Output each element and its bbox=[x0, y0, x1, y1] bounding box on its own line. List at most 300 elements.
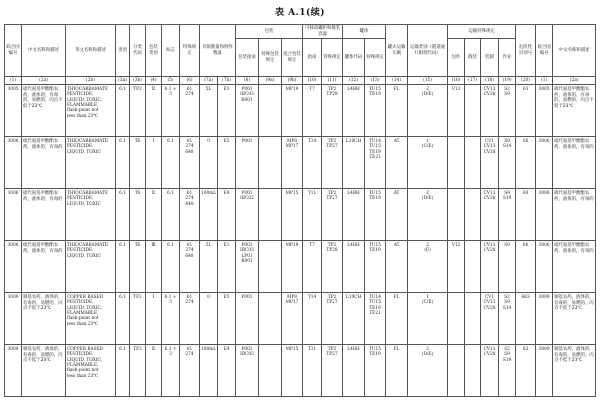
col-english-name: 英文名称和描述 bbox=[66, 25, 116, 77]
tank-special2-cell bbox=[365, 345, 386, 397]
special-provisions-cell-line: 61 bbox=[186, 347, 193, 352]
column-index-cell: (6) bbox=[180, 77, 200, 85]
limited-quantity-cell: 0 bbox=[200, 137, 218, 189]
un-number-cell: 3009 bbox=[5, 345, 22, 397]
chinese-name-cell: 硫代氨基甲酸酯农药，液体的，有毒的 bbox=[22, 189, 66, 241]
special-packing-cell bbox=[259, 189, 282, 241]
english-name-cell-line: COPPER BASED bbox=[67, 347, 104, 352]
special-provisions-cell-line: 274 bbox=[185, 352, 194, 358]
tank-special2-cell-line: TE19 bbox=[369, 92, 381, 98]
chinese-name-cell: 硫代氨基甲酸酯农药，液体的，有毒的 bbox=[22, 137, 66, 189]
transport-category-cell-line: (D/E) bbox=[421, 196, 434, 202]
english-name-cell-line: LIQUID, TOXIC, bbox=[67, 357, 102, 363]
english-name-cell bbox=[66, 293, 116, 345]
col-tank-vehicle: 罐式运输车辆 bbox=[386, 25, 408, 77]
english-name-cell-line: flash-point not bbox=[67, 108, 99, 114]
excepted-quantity-cell: E5 bbox=[218, 137, 236, 189]
special-provisions-cell-line: 61 bbox=[186, 191, 193, 196]
header-row-groups bbox=[5, 25, 596, 39]
transport-category-cell-line: 2 bbox=[426, 191, 429, 196]
operation-cell-line: S2 bbox=[504, 295, 510, 300]
page-title: 表 A.1(续) bbox=[274, 8, 326, 18]
tank-special2-cell-line: TE21 bbox=[369, 155, 381, 161]
packages-cell bbox=[448, 345, 465, 397]
special-provisions-cell-line: 61 bbox=[186, 139, 193, 144]
column-index-cell: (2a) bbox=[22, 77, 66, 85]
class-cell: 6.1 bbox=[116, 85, 130, 137]
transport-category-cell-line: (E) bbox=[424, 248, 431, 254]
chinese-name-right-cell: 铜基农药，液体的，有毒的，易燃的，闪点不低于23℃ bbox=[553, 293, 596, 345]
table-row bbox=[5, 345, 596, 397]
limited-quantity-cell: 5L bbox=[200, 241, 218, 293]
loading-cell bbox=[481, 189, 499, 241]
english-name-cell-line: THIOCARBAMATE bbox=[67, 87, 108, 92]
operation-cell-line: S9 bbox=[504, 191, 510, 196]
col-packing-group: 包装类别 bbox=[146, 25, 162, 77]
tank-special2-cell-line: TE19 bbox=[369, 196, 381, 202]
column-index-cell: (12) bbox=[343, 77, 365, 85]
english-name-cell-line: PESTICIDE, bbox=[67, 196, 94, 202]
tank-special2-cell-line: TE19 bbox=[369, 352, 381, 358]
tank-special-cell bbox=[322, 137, 343, 189]
col-classification-code: 分类代码 bbox=[130, 25, 146, 77]
tank-vehicle-cell: FL bbox=[386, 345, 408, 397]
classification-code-cell: T6 bbox=[130, 241, 146, 293]
tank-instructions-cell: T11 bbox=[303, 189, 322, 241]
un-number-cell: 3009 bbox=[5, 293, 22, 345]
tank-special2-cell-line: TU14 bbox=[369, 295, 382, 300]
tank-special2-cell-line: TU14 bbox=[369, 139, 382, 144]
transport-category-cell bbox=[408, 241, 448, 293]
packing-instructions-cell-line: P001 bbox=[241, 295, 253, 300]
classification-code-cell: T6 bbox=[130, 137, 146, 189]
hazard-id-cell: 63 bbox=[516, 85, 536, 137]
tank-code-cell: L4BH bbox=[343, 189, 365, 241]
special-provisions-cell-line: 61 bbox=[186, 243, 193, 248]
tank-instructions-cell: T11 bbox=[303, 345, 322, 397]
loading-cell bbox=[481, 85, 499, 137]
loading-cell-line: CV13 bbox=[483, 347, 496, 352]
tank-code-cell: L4BH bbox=[343, 345, 365, 397]
english-name-cell-line: flash-point not bbox=[67, 316, 99, 322]
special-provisions-cell-line: 648 bbox=[185, 149, 194, 155]
english-name-cell-line: PESTICIDE, bbox=[67, 92, 94, 98]
tank-special2-cell-line: TE19 bbox=[369, 149, 381, 155]
chinese-name-right-cell: 硫代氨基甲酸酯农药，液体的，有毒的 bbox=[553, 241, 596, 293]
tank-vehicle-cell: FL bbox=[386, 85, 408, 137]
english-name-cell-line: FLAMMABLE, bbox=[67, 311, 99, 317]
tank-vehicle-cell: AT bbox=[386, 189, 408, 241]
column-index-cell: (17) bbox=[465, 77, 481, 85]
packing-instructions-cell bbox=[236, 345, 259, 397]
transport-category-cell-line: (C/E) bbox=[421, 300, 434, 306]
group-tank: 罐体 bbox=[343, 25, 386, 39]
column-index-cell: (10) bbox=[303, 77, 322, 85]
un-number-right-cell: 3005 bbox=[536, 85, 553, 137]
col-class: 类别 bbox=[116, 25, 130, 77]
tank-special2-cell bbox=[365, 293, 386, 345]
packing-instructions-cell bbox=[236, 241, 259, 293]
un-number-cell: 3005 bbox=[5, 85, 22, 137]
tank-special2-cell-line: TU15 bbox=[369, 87, 382, 92]
packing-instructions-cell-line: P001 bbox=[241, 139, 253, 144]
tank-code-cell: L10CH bbox=[343, 293, 365, 345]
column-index-cell: (9a) bbox=[259, 77, 282, 85]
mixed-packing-cell: MP19 bbox=[282, 241, 303, 293]
packing-instructions-cell bbox=[236, 137, 259, 189]
column-index-cell: (13) bbox=[365, 77, 386, 85]
col-un-number: 联合国编号 bbox=[5, 25, 22, 77]
special-provisions-cell-line: 274 bbox=[185, 300, 194, 306]
operation-cell-line: S2 bbox=[504, 347, 510, 352]
english-name-cell-line: PESTICIDE, bbox=[67, 248, 94, 254]
english-name-cell-line: PESTICIDE, bbox=[67, 144, 94, 150]
chinese-name-cell: 铜基农药，液体的，有毒的，易燃的，闪点不低于23℃ bbox=[22, 345, 66, 397]
column-index-cell: (1) bbox=[5, 77, 22, 85]
table-row bbox=[5, 189, 596, 241]
label-cell-line: 6.1 + bbox=[164, 347, 177, 352]
excepted-quantity-cell: E5 bbox=[218, 293, 236, 345]
english-name-cell-line: FLAMMABLE, bbox=[67, 363, 99, 369]
un-number-right-cell: 3006 bbox=[536, 189, 553, 241]
tank-special2-cell bbox=[365, 85, 386, 137]
mixed-packing-cell: MP15 bbox=[282, 189, 303, 241]
col-bulk: 散装 bbox=[465, 39, 481, 77]
mixed-packing-cell: MP8 MP17 bbox=[282, 293, 303, 345]
group-transport-special: 运输特殊规定 bbox=[448, 25, 516, 39]
special-provisions-cell-line: 274 bbox=[185, 144, 194, 150]
special-provisions-cell bbox=[180, 345, 200, 397]
special-provisions-cell-line: 274 bbox=[185, 196, 194, 202]
label-cell bbox=[162, 241, 180, 293]
packing-instructions-cell-line: R001 bbox=[241, 97, 253, 103]
transport-category-cell-line: 1 bbox=[426, 295, 429, 300]
loading-cell-line: CV28 bbox=[483, 248, 496, 254]
hazard-id-cell: 63 bbox=[516, 345, 536, 397]
tank-special2-cell-line: TU15 bbox=[369, 347, 382, 352]
operation-cell bbox=[499, 293, 516, 345]
loading-cell-line: CV28 bbox=[483, 352, 496, 358]
tank-code-cell: L4BH bbox=[343, 85, 365, 137]
column-index-cell: (7a) bbox=[200, 77, 218, 85]
tank-special2-cell-line: TE19 bbox=[369, 305, 381, 311]
bulk-cell bbox=[465, 137, 481, 189]
loading-cell-line: CV28 bbox=[483, 92, 496, 98]
class-cell: 6.1 bbox=[116, 241, 130, 293]
tank-vehicle-cell: AT bbox=[386, 241, 408, 293]
tank-special2-cell bbox=[365, 137, 386, 189]
special-provisions-cell-line: 648 bbox=[185, 253, 194, 259]
tank-instructions-cell: T7 bbox=[303, 85, 322, 137]
column-index-cell: (15) bbox=[408, 77, 448, 85]
packing-group-cell: Ⅱ bbox=[146, 345, 162, 397]
limited-quantity-cell: 5L bbox=[200, 85, 218, 137]
col-chinese-name: 中文名称和描述 bbox=[22, 25, 66, 77]
special-packing-cell bbox=[259, 85, 282, 137]
tank-special2-cell-line: TU15 bbox=[369, 191, 382, 196]
tank-special2-cell-line: TU15 bbox=[369, 300, 382, 306]
label-cell bbox=[162, 85, 180, 137]
column-index-cell: (7b) bbox=[218, 77, 236, 85]
hazard-id-cell: 66 bbox=[516, 137, 536, 189]
mixed-packing-cell: MP15 bbox=[282, 345, 303, 397]
column-index-cell: (9b) bbox=[282, 77, 303, 85]
chinese-name-cell: 铜基农药，液体的，有毒的，易燃的，闪点不低于23℃ bbox=[22, 293, 66, 345]
loading-cell bbox=[481, 241, 499, 293]
chinese-name-right-cell: 铜基农药，液体的，有毒的，易燃的，闪点不低于23℃ bbox=[553, 345, 596, 397]
special-provisions-cell bbox=[180, 137, 200, 189]
column-index-row bbox=[5, 77, 596, 85]
operation-cell bbox=[499, 137, 516, 189]
chinese-name-cell: 硫代氨基甲酸酯农药，液体的，有毒的 bbox=[22, 241, 66, 293]
mixed-packing-cell: MP8 MP17 bbox=[282, 137, 303, 189]
operation-cell-line: S9 bbox=[504, 300, 510, 306]
transport-category-cell-line: (C/E) bbox=[421, 144, 434, 150]
packages-cell: V12 bbox=[448, 241, 465, 293]
transport-category-cell bbox=[408, 345, 448, 397]
label-cell-line: 6.1 + bbox=[164, 295, 177, 300]
special-provisions-cell bbox=[180, 189, 200, 241]
tank-special-cell-line: TP2 bbox=[327, 243, 337, 248]
chinese-name-right-cell: 硫代氨基甲酸酯农药，液体的，有毒的 bbox=[553, 137, 596, 189]
english-name-cell bbox=[66, 189, 116, 241]
english-name-cell-line: less than 23℃ bbox=[67, 373, 99, 379]
tank-special-cell bbox=[322, 189, 343, 241]
tank-special-cell-line: TP2 bbox=[327, 139, 337, 144]
special-packing-cell bbox=[259, 345, 282, 397]
transport-category-cell-line: 2 bbox=[426, 347, 429, 352]
label-cell bbox=[162, 345, 180, 397]
transport-category-cell-line: 2 bbox=[426, 87, 429, 92]
packages-cell bbox=[448, 293, 465, 345]
tank-special-cell bbox=[322, 241, 343, 293]
packing-instructions-cell-line: P001 bbox=[241, 191, 253, 196]
operation-cell bbox=[499, 189, 516, 241]
tank-special2-cell bbox=[365, 241, 386, 293]
english-name-cell-line: less than 23℃ bbox=[67, 113, 99, 119]
operation-cell-line: S2 bbox=[504, 87, 510, 92]
transport-category-cell-line: (D/E) bbox=[421, 92, 434, 98]
packing-instructions-cell-line: R001 bbox=[241, 259, 253, 265]
col-un-number-right: 联合国编号 bbox=[536, 25, 553, 77]
packing-instructions-cell-line: P001 bbox=[241, 347, 253, 352]
col-hazard-id: 危险性识别号 bbox=[516, 25, 536, 77]
limited-quantity-cell: 100mL bbox=[200, 189, 218, 241]
operation-cell bbox=[499, 345, 516, 397]
dangerous-goods-table bbox=[4, 24, 596, 397]
loading-cell-line: CV28 bbox=[483, 149, 496, 155]
col-chinese-name-right: 中文名称和描述 bbox=[553, 25, 596, 77]
operation-cell-line: S9 bbox=[504, 92, 510, 98]
operation-cell bbox=[499, 241, 516, 293]
bulk-cell bbox=[465, 189, 481, 241]
english-name-cell-line: THIOCARBAMATE bbox=[67, 139, 108, 144]
tank-special-cell bbox=[322, 293, 343, 345]
loading-cell-line: CV1 bbox=[485, 295, 495, 300]
chinese-name-cell: 硫代氨基甲酸酯农药，液体的，有毒的，易燃的，闪点不低于23℃ bbox=[22, 85, 66, 137]
label-cell-line: 6.1 bbox=[167, 139, 174, 144]
column-index-cell: (3b) bbox=[130, 77, 146, 85]
english-name-cell-line: COPPER BASED bbox=[67, 295, 104, 300]
bulk-cell bbox=[465, 85, 481, 137]
chinese-name-right-cell: 硫代氨基甲酸酯农药，液体的，有毒的 bbox=[553, 189, 596, 241]
special-provisions-cell bbox=[180, 241, 200, 293]
tank-vehicle-cell: FL bbox=[386, 293, 408, 345]
tank-instructions-cell: T14 bbox=[303, 293, 322, 345]
tank-special-cell-line: TP27 bbox=[326, 144, 338, 150]
col-tank-instructions: 指南 bbox=[303, 39, 322, 77]
english-name-cell bbox=[66, 345, 116, 397]
column-index-cell: (2b) bbox=[66, 77, 116, 85]
col-tank-code: 罐体代码 bbox=[343, 39, 365, 77]
un-number-right-cell: 3006 bbox=[536, 241, 553, 293]
column-index-cell: (19) bbox=[499, 77, 516, 85]
chinese-name-right-cell: 硫代氨基甲酸酯农药，液体的，有毒的，易燃的，闪点不低于23℃ bbox=[553, 85, 596, 137]
column-index-cell: (8) bbox=[236, 77, 259, 85]
special-provisions-cell bbox=[180, 293, 200, 345]
tank-special2-cell bbox=[365, 189, 386, 241]
tank-code-cell: L10CH bbox=[343, 137, 365, 189]
column-index-cell: (2a) bbox=[553, 77, 596, 85]
english-name-cell-line: flash-point not bbox=[67, 368, 99, 374]
loading-cell bbox=[481, 293, 499, 345]
excepted-quantity-cell: E4 bbox=[218, 189, 236, 241]
tank-special2-cell-line: TU15 bbox=[369, 243, 382, 248]
table-row bbox=[5, 85, 596, 137]
hazard-id-cell: 60 bbox=[516, 241, 536, 293]
tank-special-cell-line: TP27 bbox=[326, 196, 338, 202]
operation-cell bbox=[499, 85, 516, 137]
loading-cell-line: CV28 bbox=[483, 305, 496, 311]
loading-cell-line: CV13 bbox=[483, 87, 496, 92]
packing-instructions-cell-line: IBC03 bbox=[240, 92, 254, 98]
classification-code-cell: TF2 bbox=[130, 293, 146, 345]
packing-group-cell: Ⅲ bbox=[146, 241, 162, 293]
packing-instructions-cell-line: P001 bbox=[241, 243, 253, 248]
col-special-packing: 特殊包装规定 bbox=[259, 39, 282, 77]
packing-instructions-cell-line: IBC02 bbox=[240, 352, 254, 358]
special-provisions-cell-line: 61 bbox=[186, 87, 193, 92]
col-packages: 包件 bbox=[448, 39, 465, 77]
label-cell bbox=[162, 137, 180, 189]
packages-cell bbox=[448, 137, 465, 189]
special-packing-cell bbox=[259, 293, 282, 345]
special-provisions-cell-line: 274 bbox=[185, 248, 194, 254]
tank-code-cell: L4BH bbox=[343, 241, 365, 293]
table-row bbox=[5, 293, 596, 345]
column-index-cell: (3a) bbox=[116, 77, 130, 85]
operation-cell-line: S19 bbox=[502, 196, 512, 202]
col-label: 标志 bbox=[162, 25, 180, 77]
tank-special-cell-line: TP2 bbox=[327, 87, 337, 92]
operation-cell-line: S19 bbox=[502, 357, 512, 363]
col-special-provisions: 特殊规定 bbox=[180, 25, 200, 77]
english-name-cell-line: PESTICIDE, bbox=[67, 352, 94, 358]
packages-cell bbox=[448, 189, 465, 241]
loading-cell-line: CV13 bbox=[483, 243, 496, 248]
loading-cell-line: CV13 bbox=[483, 191, 496, 196]
transport-category-cell bbox=[408, 293, 448, 345]
limited-quantity-cell: 0 bbox=[200, 293, 218, 345]
english-name-cell-line: THIOCARBAMATE bbox=[67, 243, 108, 248]
loading-cell-line: CV13 bbox=[483, 300, 496, 306]
col-operation: 作业 bbox=[499, 39, 516, 77]
special-provisions-cell-line: 648 bbox=[185, 201, 194, 207]
classification-code-cell: TF2 bbox=[130, 85, 146, 137]
transport-category-cell-line: 2 bbox=[426, 243, 429, 248]
table-row bbox=[5, 241, 596, 293]
transport-category-cell bbox=[408, 137, 448, 189]
un-number-right-cell: 3009 bbox=[536, 293, 553, 345]
packing-instructions-cell-line: IBC02 bbox=[240, 196, 254, 202]
operation-cell-line: S9 bbox=[504, 243, 510, 248]
label-cell bbox=[162, 293, 180, 345]
tank-instructions-cell: T14 bbox=[303, 137, 322, 189]
packing-instructions-cell-line: P001 bbox=[241, 87, 253, 92]
tank-special2-cell-line: TU15 bbox=[369, 144, 382, 150]
tank-instructions-cell: T7 bbox=[303, 241, 322, 293]
english-name-cell bbox=[66, 241, 116, 293]
class-cell: 6.1 bbox=[116, 293, 130, 345]
loading-cell-line: CV1 bbox=[485, 139, 495, 144]
special-packing-cell bbox=[259, 241, 282, 293]
packing-group-cell: Ⅱ bbox=[146, 85, 162, 137]
operation-cell-line: S9 bbox=[504, 139, 510, 144]
label-cell-line: 6.1 bbox=[167, 191, 174, 196]
classification-code-cell: TF2 bbox=[130, 345, 146, 397]
bulk-cell bbox=[465, 293, 481, 345]
column-index-cell: (20) bbox=[516, 77, 536, 85]
excepted-quantity-cell: E1 bbox=[218, 85, 236, 137]
operation-cell-line: S14 bbox=[502, 305, 512, 311]
special-provisions-cell-line: 61 bbox=[186, 295, 193, 300]
col-packing-instructions: 包装指南 bbox=[236, 39, 259, 77]
loading-cell bbox=[481, 137, 499, 189]
special-provisions-cell bbox=[180, 85, 200, 137]
packing-group-cell: Ⅱ bbox=[146, 189, 162, 241]
label-cell-line: 6.1 + bbox=[164, 87, 177, 92]
un-number-right-cell: 3009 bbox=[536, 345, 553, 397]
col-tank-special: 特殊规定 bbox=[322, 39, 343, 77]
label-cell bbox=[162, 189, 180, 241]
group-portable-tank: 可移动罐柜和散装容器 bbox=[303, 25, 343, 39]
table-row bbox=[5, 137, 596, 189]
loading-cell bbox=[481, 345, 499, 397]
packing-group-cell: Ⅰ bbox=[146, 137, 162, 189]
transport-category-cell bbox=[408, 85, 448, 137]
english-name-cell-line: FLAMMABLE, bbox=[67, 103, 99, 109]
col-tank-special2: 特殊规定 bbox=[365, 39, 386, 77]
special-provisions-cell-line: 274 bbox=[185, 92, 194, 98]
class-cell: 6.1 bbox=[116, 345, 130, 397]
tank-vehicle-cell: AT bbox=[386, 137, 408, 189]
col-mixed-packing: 混合包装规定 bbox=[282, 39, 303, 77]
transport-category-cell-line: 1 bbox=[426, 139, 429, 144]
transport-category-cell bbox=[408, 189, 448, 241]
label-cell-line: 3 bbox=[169, 92, 172, 98]
group-packing: 包装 bbox=[236, 25, 303, 39]
excepted-quantity-cell: E4 bbox=[218, 345, 236, 397]
label-cell-line: 3 bbox=[169, 300, 172, 306]
un-number-cell: 3006 bbox=[5, 189, 22, 241]
hazard-id-cell: 60 bbox=[516, 189, 536, 241]
column-index-cell: (14) bbox=[386, 77, 408, 85]
un-number-cell: 3006 bbox=[5, 137, 22, 189]
packing-instructions-cell-line: IBC03 bbox=[240, 248, 254, 254]
tank-special-cell-line: TP2 bbox=[327, 295, 337, 300]
english-name-cell-line: LIQUID, TOXIC, bbox=[67, 305, 102, 311]
special-packing-cell bbox=[259, 137, 282, 189]
